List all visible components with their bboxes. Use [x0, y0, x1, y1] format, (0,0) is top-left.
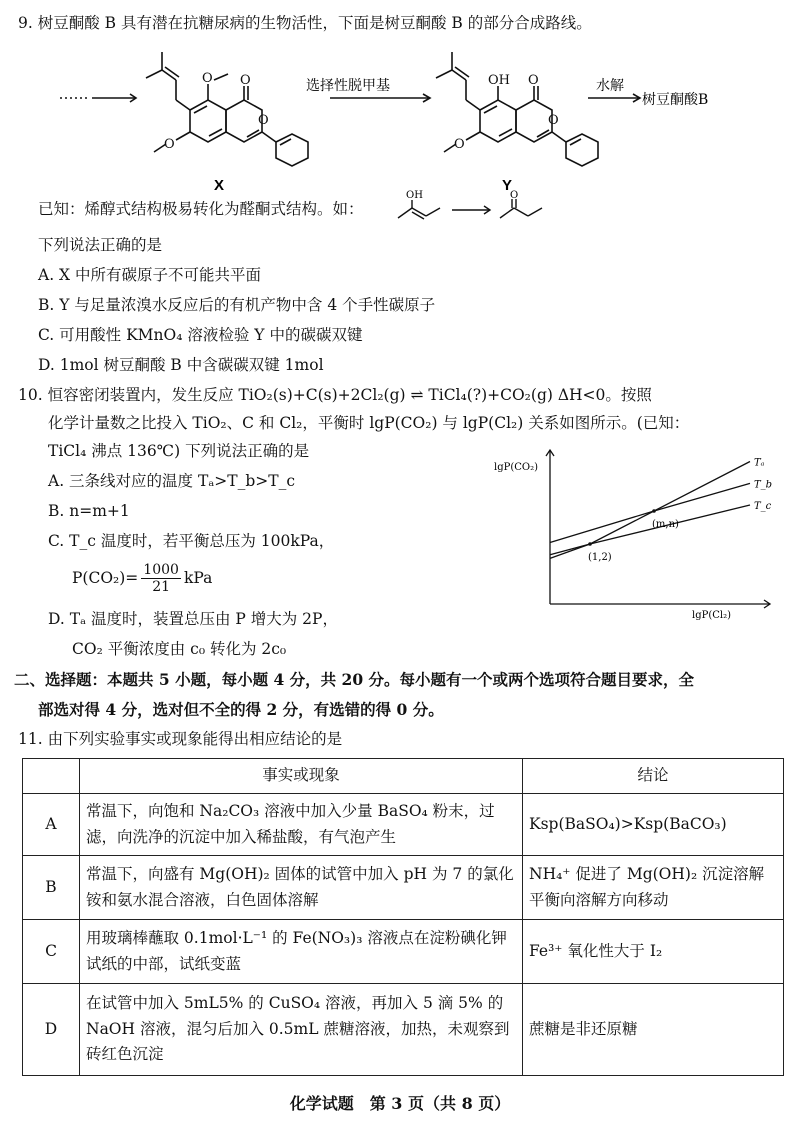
- q10-option-c: C. T_c 温度时，若平衡总压为 100kPa，: [48, 532, 335, 550]
- svg-text:O: O: [202, 71, 213, 86]
- q10-option-d: D. Tₐ 温度时，装置总压由 P 增大为 2P，: [48, 610, 338, 628]
- page-footer: 化学试题 第 3 页（共 8 页）: [289, 1094, 511, 1113]
- row-id: B: [23, 856, 80, 920]
- q9-ask: 下列说法正确的是: [38, 236, 163, 254]
- table-header-row: [23, 759, 784, 794]
- annotation-point-0: [588, 542, 592, 546]
- svg-text:O: O: [528, 73, 539, 88]
- q10-line2: 化学计量数之比投入 TiO₂、C 和 Cl₂，平衡时 lgP(CO₂) 与 lgP(Cl₂) 关系如图所示。(已知：: [48, 414, 690, 432]
- svg-text:O: O: [258, 113, 269, 128]
- formula-unit: kPa: [183, 568, 213, 587]
- q9-option-c: C. 可用酸性 KMnO₄ 溶液检验 Y 中的碳碳双键: [38, 326, 363, 344]
- q9-option-a: A. X 中所有碳原子不可能共平面: [38, 266, 262, 284]
- row-id: A: [23, 794, 80, 856]
- svg-text:O: O: [548, 113, 559, 128]
- q9-known: 已知：烯醇式结构极易转化为醛酮式结构。如：: [38, 200, 364, 218]
- q10-option-d-line2: CO₂ 平衡浓度由 c₀ 转化为 2c₀: [72, 640, 287, 658]
- label-y: Y: [502, 177, 513, 194]
- row-conclusion: 蔗糖是非还原糖: [523, 984, 784, 1076]
- table-row: [23, 856, 784, 920]
- q9-synthesis-scheme: [40, 40, 780, 200]
- table-row: [23, 920, 784, 984]
- q10-option-a: A. 三条线对应的温度 Tₐ>T_b>T_c: [48, 472, 296, 490]
- formula-fraction: [141, 562, 181, 595]
- svg-text:O: O: [240, 73, 251, 88]
- q10-option-c-formula: [72, 562, 212, 595]
- row-id: D: [23, 984, 80, 1076]
- section2-line1: 二、选择题：本题共 5 小题，每小题 4 分，共 20 分。每小题有一个或两个选项符合题目要求，全: [14, 670, 695, 689]
- table-row: [23, 794, 784, 856]
- chart-xlabel: lgP(Cl₂): [692, 610, 731, 621]
- q9-option-b: B. Y 与足量浓溴水反应后的有机产物中含 4 个手性碳原子: [38, 296, 436, 314]
- series-label-1: T_b: [754, 479, 773, 491]
- reagent-hydrolysis: 水解: [596, 78, 624, 94]
- q11-stem: 11. 由下列实验事实或现象能得出相应结论的是: [18, 730, 343, 748]
- row-conclusion: Fe³⁺ 氧化性大于 I₂: [523, 920, 784, 984]
- formula-numerator: 1000: [143, 562, 179, 578]
- keto-o-label: O: [510, 190, 519, 201]
- annotation-label-1: (m,n): [652, 519, 679, 530]
- q9-stem: 9. 树豆酮酸 B 具有潜在抗糖尿病的生物活性，下面是树豆酮酸 B 的部分合成路线。: [18, 14, 592, 32]
- q10-line1: 10. 恒容密闭装置内，发生反应 TiO₂(s)+C(s)+2Cl₂(g) ⇌ TiCl₄(?)+CO₂(g) ΔH<0。按照: [18, 386, 652, 404]
- q10-option-b: B. n=m+1: [48, 502, 130, 520]
- q10-line3: TiCl₄ 沸点 136℃) 下列说法正确的是: [48, 442, 310, 460]
- svg-text:O: O: [454, 137, 465, 152]
- label-x: X: [214, 177, 225, 194]
- table-header-fact: 事实或现象: [80, 759, 523, 794]
- svg-text:O: O: [164, 137, 175, 152]
- table-header-conclusion: 结论: [523, 759, 784, 794]
- annotation-point-1: [652, 509, 656, 513]
- series-line-0: [550, 462, 750, 559]
- enol-oh-label: OH: [406, 190, 423, 201]
- product-name: 树豆酮酸B: [642, 92, 709, 108]
- section2-line2: 部选对得 4 分，选对但不全的得 2 分，有选错的得 0 分。: [38, 700, 444, 719]
- svg-text:OH: OH: [488, 73, 510, 88]
- enol-keto-example: [392, 188, 562, 228]
- table-header-id: [23, 759, 80, 794]
- q9-option-d: D. 1mol 树豆酮酸 B 中含碳碳双键 1mol: [38, 356, 324, 374]
- chart-ylabel: lgP(CO₂): [494, 462, 538, 473]
- row-fact: 常温下，向饱和 Na₂CO₃ 溶液中加入少量 BaSO₄ 粉末，过滤，向洗净的沉淀中加入稀盐酸，有气泡产生: [80, 794, 523, 856]
- row-fact: 用玻璃棒蘸取 0.1mol·L⁻¹ 的 Fe(NO₃)₃ 溶液点在淀粉碘化钾试纸的中部，试纸变蓝: [80, 920, 523, 984]
- series-label-2: T_c: [754, 501, 772, 512]
- formula-denominator: 21: [152, 579, 171, 596]
- table-row: [23, 984, 784, 1076]
- row-conclusion: Ksp(BaSO₄)>Ksp(BaCO₃): [523, 794, 784, 856]
- reagent-demethylation: 选择性脱甲基: [306, 78, 390, 94]
- equilibrium-chart: [490, 444, 780, 624]
- series-label-0: Tₐ: [754, 457, 765, 469]
- formula-prefix: P(CO₂)=: [72, 568, 139, 587]
- row-fact: 常温下，向盛有 Mg(OH)₂ 固体的试管中加入 pH 为 7 的氯化铵和氨水混合溶液，白色固体溶解: [80, 856, 523, 920]
- row-fact: 在试管中加入 5mL5% 的 CuSO₄ 溶液，再加入 5 滴 5% 的 NaOH 溶液，混匀后加入 0.5mL 蔗糖溶液，加热，未观察到砖红色沉淀: [80, 984, 523, 1076]
- q11-table: [22, 758, 784, 1076]
- row-id: C: [23, 920, 80, 984]
- row-conclusion: NH₄⁺ 促进了 Mg(OH)₂ 沉淀溶解平衡向溶解方向移动: [523, 856, 784, 920]
- annotation-label-0: (1,2): [588, 552, 612, 563]
